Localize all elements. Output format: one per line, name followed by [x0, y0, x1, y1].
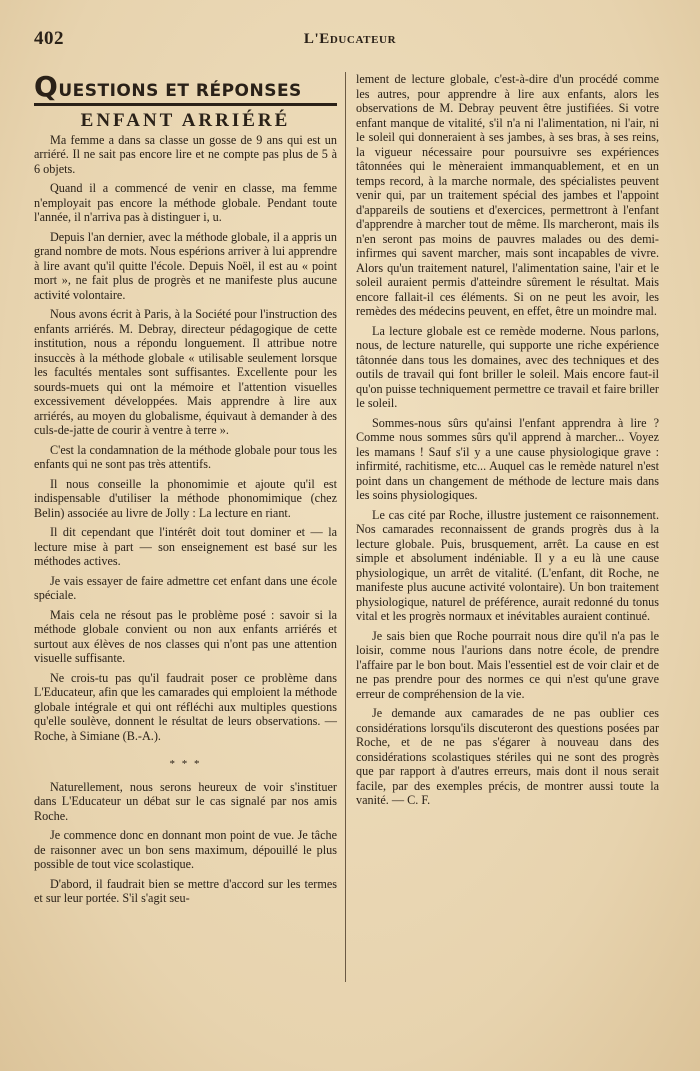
- paragraph: Ne crois-tu pas qu'il faudrait poser ce problème dans L'Educateur, afin que les camarades qui emploient la méthode globale intégrale et qui ont réfléchi aux multiples questions qu'elle soulève, donnent le résultat de leurs observations. — Roche, à Simiane (B.-A.).: [34, 670, 337, 743]
- reply-paragraph: Je demande aux camarades de ne pas oublier ces considérations lorsqu'ils discuteront des questions posées par Roche, et de ne pas s'égarer à nouveau dans des considérations scolastiques stériles qui ne sont des progrès que par rapport à d'autres erreurs, mais dont il nous serait facile, par des exemples précis, de montrer aussi toute la vanité. — C. F.: [356, 706, 659, 807]
- paragraph: Je vais essayer de faire admettre cet enfant dans une école spéciale.: [34, 573, 337, 602]
- paragraph: Depuis l'an dernier, avec la méthode globale, il a appris un grand nombre de mots. Nous espérions arriver à lui apprendre à lire avant qu'il quitte l'école. Depuis Noël, il est au « point mort », ne fait plus de progrès et ne manifeste plus aucune activité volontaire.: [34, 229, 337, 302]
- paragraph: Nous avons écrit à Paris, à la Société pour l'instruction des enfants arriérés. M. Debray, directeur pédagogique de cette institution, nous a répondu longuement. Il attribue notre insuccès à la méthode globale « utilisable seulement lorsque les facultés mentales sont suffisantes. Excellente pour les sourds-muets qui ont la mémoire et l'attention visuelles excessivement développées. Mais apprendre à lire aux arriérés, au moyen du globalisme, équivaut à demander à des culs-de-jatte de courir à ventre à terre ».: [34, 307, 337, 437]
- left-column: [34, 72, 337, 911]
- paragraph: C'est la condamnation de la méthode globale pour tous les enfants qui ne sont pas très attentifs.: [34, 442, 337, 471]
- column-divider: [345, 72, 346, 982]
- article-title: ENFANT ARRIÉRÉ: [80, 110, 291, 131]
- reply-paragraph: D'abord, il faudrait bien se mettre d'accord sur les termes et sur leur portée. S'il s'agit seu-: [34, 876, 337, 905]
- reply-paragraph: Je commence donc en donnant mon point de vue. Je tâche de raisonner avec un bon sens maximum, dépouillé le plus possible de tout vice scolastique.: [34, 828, 337, 871]
- reply-paragraph: Sommes-nous sûrs qu'ainsi l'enfant apprendra à lire ? Comme nous sommes sûrs qu'il apprend à marcher... Voyez les mamans ! Sauf s'il y a une cause physiologique grave : infirmité, rachitisme, etc... Auquel cas le remède naturel n'est point dans un changement de méthode de lecture mais dans les soins physiologiques.: [356, 415, 659, 502]
- section-separator: * * *: [169, 758, 202, 770]
- paragraph: Quand il a commencé de venir en classe, ma femme n'employait pas encore la méthode globale. Pendant toute l'année, il n'arriva pas à distinguer i, u.: [34, 181, 337, 224]
- reply-paragraph: Naturellement, nous serons heureux de voir s'instituer dans L'Educateur un débat sur le cas signalé par nos amis Roche.: [34, 779, 337, 823]
- reply-paragraph: Je sais bien que Roche pourrait nous dire qu'il n'a pas le loisir, comme nous l'aurions dans notre école, de prendre l'affaire par le bon bout. Mais l'essentiel est de voir clair et de ne pas prendre pour des normes ce qui n'est qu'une grave erreur de compréhension de la vie.: [356, 628, 659, 701]
- paragraph: Ma femme a dans sa classe un gosse de 9 ans qui est un arriéré. Il ne sait pas encore lire et ne compte pas plus de 5 à 6 objets.: [34, 132, 337, 176]
- reply-paragraph: Le cas cité par Roche, illustre justement ce raisonnement. Nos camarades reconnaissent de grands progrès dus à la lecture globale. Puis, brusquement, arrêt. La cause en est simple et absolument indéniable. Il y a eu là une cause physiologique, un arrêt de vitalité. (L'enfant, dit Roche, ne manifeste plus aucune activité volontaire). Un bon traitement physiologique, naturel de préférence, aurait redonné du tonus vital et les progrès normaux et inévitables auraient continué.: [356, 507, 659, 623]
- journal-title: L'Educateur: [303, 31, 397, 47]
- section-title: [34, 70, 337, 103]
- section-title-initial: Q: [34, 70, 59, 103]
- reply-paragraph: lement de lecture globale, c'est-à-dire d'un procédé comme les autres, pour apprendre à lire aux enfants, alors les observations de M. Debray peuvent être justifiées. Si votre enfant manque de vitalité, s'il n'a ni l'alimentation, ni l'air, ni le soleil qui donneraient à ses jambes, à ses bras, à ses reins, la vigueur nécessaire pour poursuivre ses expériences tâtonnées qui le mèneraient immanquablement, et en un temps record, à la marche normale, des spécialistes peuvent venir qui, par un traitement spécial des jambes et l'appoint d'appareils de soutiens et d'exercices, permettront à l'enfant d'apprendre à marcher tout de même. Ils marcheront, mais ils n'en seront pas moins de pauvres malades ou des demi-infirmes qui savent marcher, mais sont incapables de vivre. Alors qu'un traitement naturel, l'alimentation saine, l'air et le soleil auraient permis d'atteindre sûrement le résultat. Mais encore fallait-il ces éléments. Si on ne peut les avoir, les remèdes des médecins peuvent, en effet, être un moindre mal.: [356, 72, 659, 318]
- paragraph: Il nous conseille la phonomimie et ajoute qu'il est indispensable d'utiliser la méthode phonomimique (chez Belin) associée au livre de Jolly : La lecture en riant.: [34, 476, 337, 520]
- paragraph: Il dit cependant que l'intérêt doit tout dominer et — la lecture mise à part — son enseignement est basé sur les méthodes actives.: [34, 525, 337, 568]
- right-column: [356, 72, 659, 813]
- page-number: 402: [34, 28, 64, 49]
- reply-paragraph: La lecture globale est ce remède moderne. Nous parlons, nous, de lecture naturelle, qui supporte une riche expérience tâtonnée dans tous les domaines, avec des techniques et des outils de travail qui font briller le soleil. Mais encore faut-il qu'on puisse techniquement permettre ce travail et faire briller le soleil.: [356, 323, 659, 410]
- paragraph: Mais cela ne résout pas le problème posé : savoir si la méthode globale convient ou non aux enfants arriérés et surtout aux élèves de nos classes qui n'ont pas une attention visuelle suffisante.: [34, 607, 337, 665]
- section-title-rest: UESTIONS ET RÉPONSES: [58, 81, 302, 101]
- section-title-rule: [34, 103, 337, 106]
